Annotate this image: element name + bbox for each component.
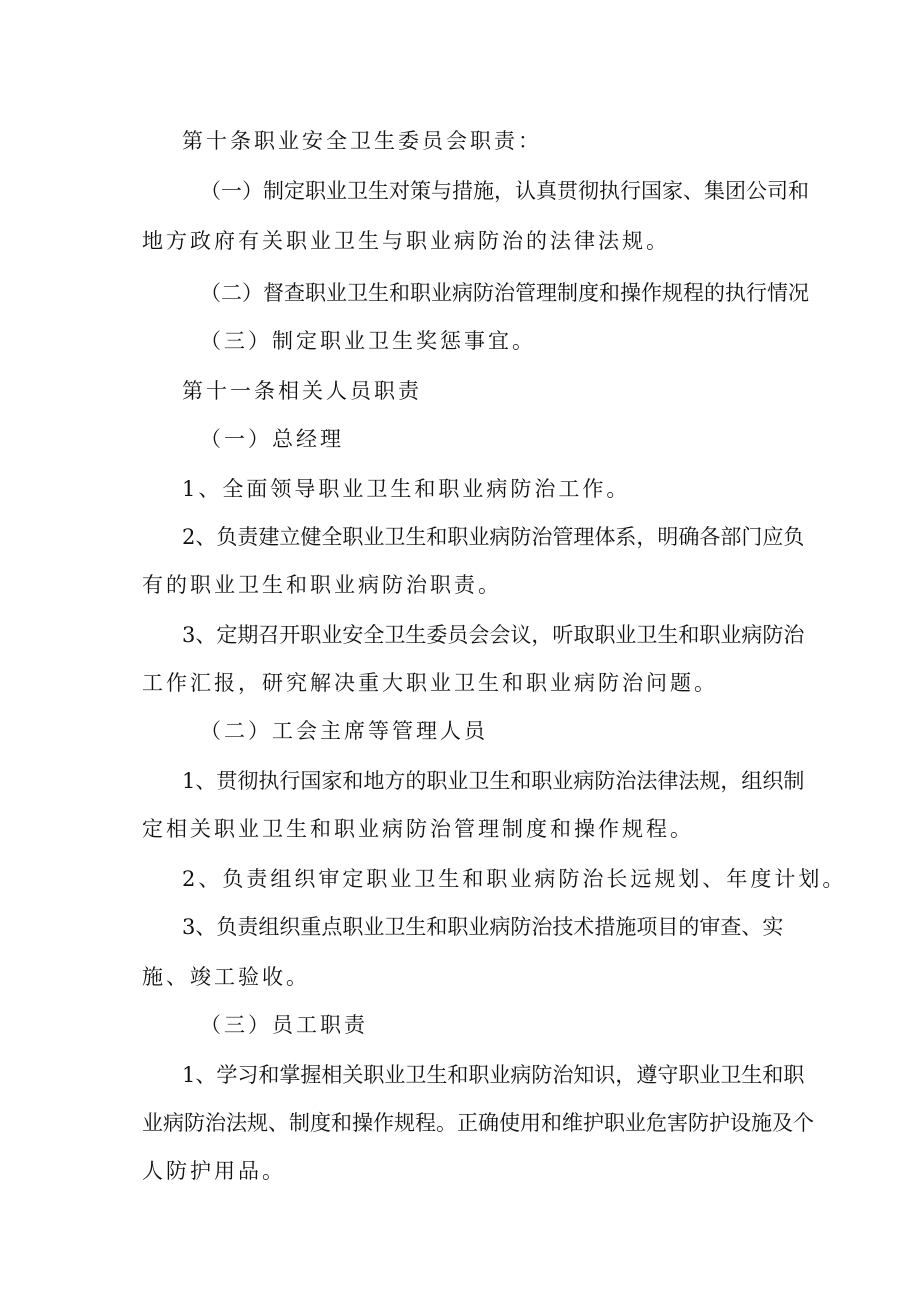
general-manager-heading: （一）总经理 (200, 427, 344, 451)
union-chairman-duty-3-line-2: 施、竣工验收。 (142, 965, 310, 989)
general-manager-duty-1: 1、全面领导职业卫生和职业病防治工作。 (182, 477, 631, 501)
employee-duty-1-line-1: 1、学习和掌握相关职业卫生和职业病防治知识，遵守职业卫生和职 (182, 1063, 805, 1087)
general-manager-duty-3-line-1: 3、定期召开职业安全卫生委员会会议，听取职业卫生和职业病防治 (182, 623, 805, 647)
article-10-heading: 第十条职业安全卫生委员会职责： (182, 129, 542, 153)
employee-heading: （三）员工职责 (200, 1013, 368, 1037)
employee-duty-1-line-2: 业病防治法规、制度和操作规程。正确使用和维护职业危害防护设施及个 (142, 1111, 814, 1135)
union-chairman-duty-3-line-1: 3、负责组织重点职业卫生和职业病防治技术措施项目的审查、实 (182, 915, 784, 939)
employee-duty-1-line-3: 人防护用品。 (142, 1159, 286, 1183)
general-manager-duty-2-line-2: 有的职业卫生和职业病防治职责。 (142, 573, 502, 597)
union-chairman-duty-2: 2、负责组织审定职业卫生和职业病防治长远规划、年度计划。 (182, 867, 847, 891)
union-chairman-duty-1-line-2: 定相关职业卫生和职业病防治管理制度和操作规程。 (142, 817, 694, 841)
union-chairman-duty-1-line-1: 1、贯彻执行国家和地方的职业卫生和职业病防治法律法规，组织制 (182, 769, 805, 793)
article-11-heading: 第十一条相关人员职责 (182, 379, 422, 403)
general-manager-duty-3-line-2: 工作汇报，研究解决重大职业卫生和职业病防治问题。 (142, 671, 718, 695)
union-chairman-heading: （二）工会主席等管理人员 (200, 719, 488, 743)
article-10-item-1-line-1: （一）制定职业卫生对策与措施，认真贯彻执行国家、集团公司和 (200, 179, 809, 203)
article-10-item-3: （三）制定职业卫生奖惩事宜。 (200, 329, 536, 353)
general-manager-duty-2-line-1: 2、负责建立健全职业卫生和职业病防治管理体系，明确各部门应负 (182, 525, 805, 549)
article-10-item-1-line-2: 地方政府有关职业卫生与职业病防治的法律法规。 (142, 229, 670, 253)
article-10-item-2: （二）督查职业卫生和职业病防治管理制度和操作规程的执行情况 (200, 281, 809, 305)
